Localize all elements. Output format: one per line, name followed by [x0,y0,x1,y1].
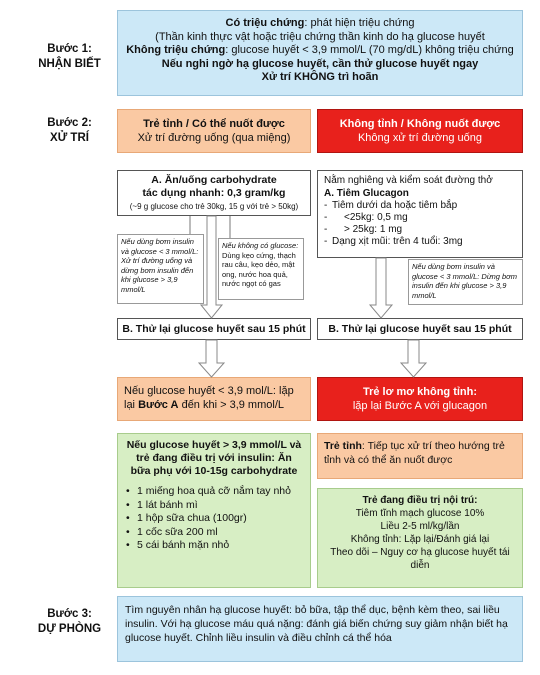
snack-item: • 1 cốc sữa 200 ml [126,526,302,540]
arrow-stepB-to-repeat [199,340,224,377]
recognize-box: Có triệu chứng: phát hiện triệu chứng (Thần kinh thực vật hoặc triệu chứng thần kinh do hạ glucose huyết Không triệu chứng: glucose huyết < 3,9 mmol/L (70 mg/dL) không triệu chứng Nếu nghi ngờ hạ glucose huyết, cần thử glucose huyết ngay Xử trí KHÔNG trì hoãn [117,10,523,96]
snack-item: • 5 cái bánh mặn nhỏ [126,539,302,553]
snack-item: • 1 hộp sữa chua (100gr) [126,512,302,526]
repeat-stepA-box: Nếu glucose huyết < 3,9 mol/L: lặp lại Bước A đến khi > 3,9 mmol/L [117,377,311,421]
snack-item: • 1 lát bánh mì [126,499,302,513]
snack-item: • 1 miếng hoa quả cỡ nắm tay nhỏ [126,485,302,499]
step3-label: Bước 3: DỰ PHÒNG [37,608,102,635]
insulin-pump-note-right: Nếu dùng bơm insulin và glucose < 3 mmol/L: Dừng bơm insulin đến khi glucose > 3,9 mmol/L [408,259,523,305]
insulin-pump-note-left: Nếu dùng bơm insulin và glucose < 3 mmol/L: Xử trí đường uống và dừng bơm insulin đến khi glucose > 3,9 mmol/L [117,234,204,304]
inpatient-box: Trẻ đang điều trị nội trú: Tiêm tĩnh mạch glucose 10% Liều 2-5 ml/kg/lần Không tỉnh: Lặp lại/Đánh giá lại Theo dõi – Nguy cơ hạ glucose huyết tái diễn [317,488,523,588]
stepA-oral-box: A. Ăn/uống carbohydrate tác dụng nhanh: 0,3 gram/kg (~9 g glucose cho trẻ 30kg, 15 g với trẻ > 50kg) [117,170,311,216]
unconscious-box: Không tỉnh / Không nuốt được Không xử trí đường uống [317,109,523,153]
prevention-box: Tìm nguyên nhân hạ glucose huyết: bỏ bữa, tập thể dục, bệnh kèm theo, sai liều insulin. Với hạ glucose máu quá nặng: đánh giá biến chứng suy giảm nhận biết hạ glucose huyết. Chỉnh liều insulin và điều chỉnh cá thể hóa [117,596,523,662]
stepA-glucagon-box: Nằm nghiêng và kiểm soát đường thở A. Tiêm Glucagon - Tiêm dưới da hoặc tiêm bắp - <25kg: 0,5 mg - > 25kg: 1 mg - Dạng xịt mũi: trên 4 tuổi: 3mg [317,170,523,258]
step2-label: Bước 2: XỬ TRÍ [47,117,92,144]
no-glucose-note: Nếu không có glucose: Dùng kẹo cứng, thạch rau câu, kẹo dẻo, mật ong, nước hoa quả, nước ngọt có gas [218,238,304,300]
awake-continue-box: Trẻ tỉnh: Tiếp tục xử trí theo hướng trẻ tỉnh và có thể ăn nuốt được [317,433,523,479]
snack-box: Nếu glucose huyết > 3,9 mmol/L và trẻ đang điều trị với insulin: Ăn bữa phụ với 10-15g carbohydrate • 1 miếng hoa quả cỡ nắm tay nhỏ • 1 lát bánh mì • 1 hộp sữa chua (100gr) • 1 cốc sữa 200 ml • 5 cái bánh mặn nhỏ [117,433,311,588]
step1-label: Bước 1: NHẬN BIẾT [38,43,101,70]
arrow-stepA-to-stepB-right [370,258,392,318]
lethargic-box: Trẻ lơ mơ không tỉnh: lặp lại Bước A với glucagon [317,377,523,421]
stepB-left-box: B. Thử lại glucose huyết sau 15 phút [117,318,311,340]
arrow-stepB-to-red [401,340,426,377]
arrow-stepA-to-stepB-left [201,216,222,318]
conscious-box: Trẻ tỉnh / Có thể nuốt được Xử trí đường uống (qua miệng) [117,109,311,153]
stepB-right-box: B. Thử lại glucose huyết sau 15 phút [317,318,523,340]
